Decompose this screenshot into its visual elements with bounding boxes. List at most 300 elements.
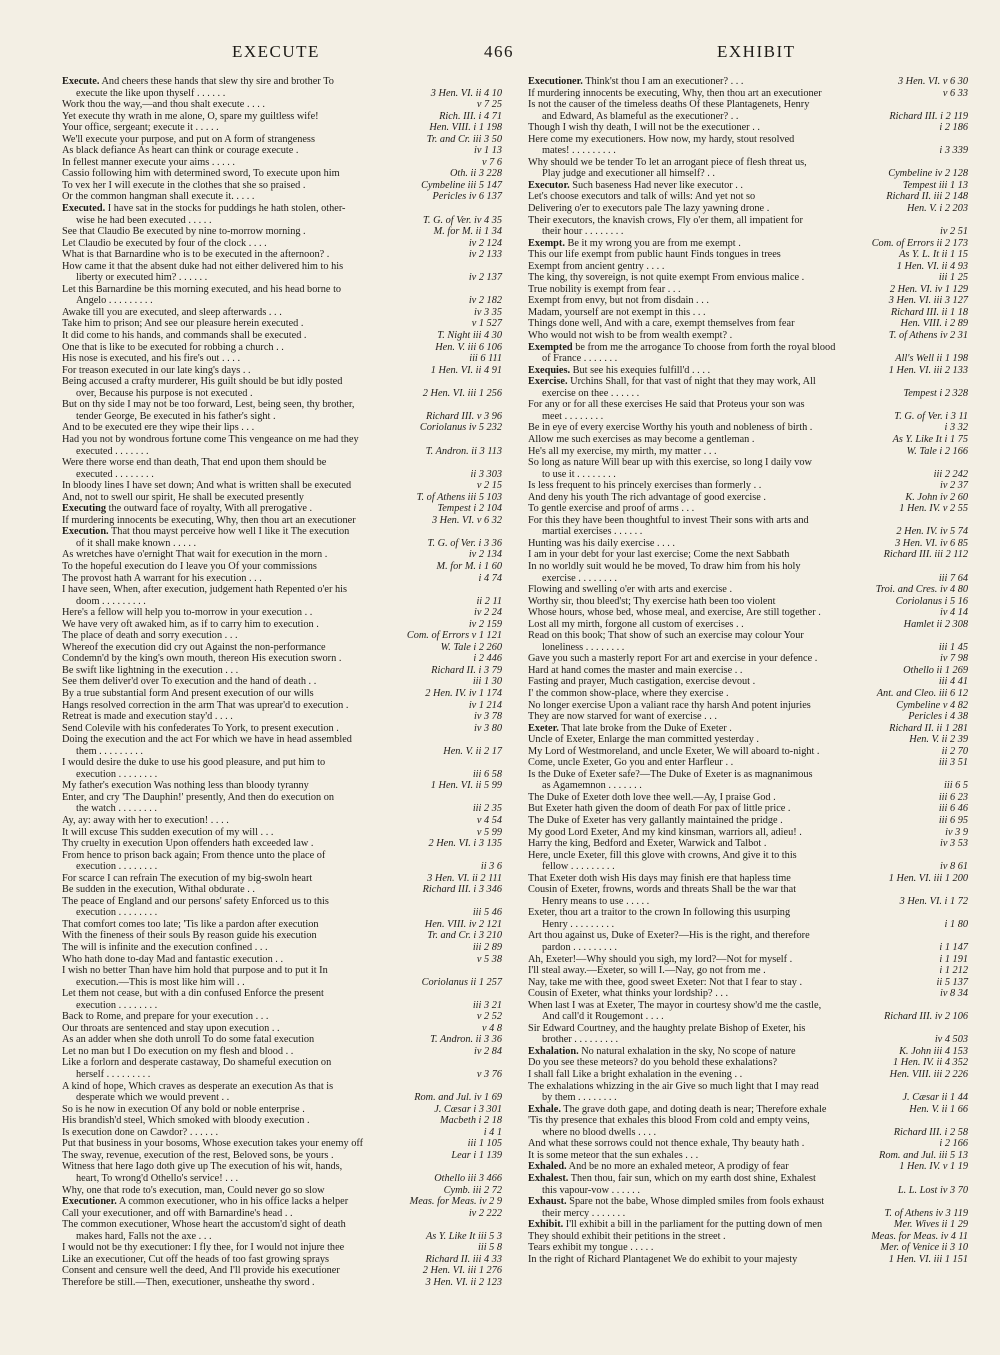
concordance-line (62, 307, 502, 319)
quotation-text: Do you see these meteors? do you behold these exhalations? (528, 1057, 778, 1069)
concordance-line (62, 850, 502, 862)
quotation-text: execution . . . . . . . . (76, 907, 158, 919)
concordance-line-text (62, 145, 502, 157)
quotation-text: It did come to his hands, and commands shall be executed . (62, 330, 307, 342)
play-reference: Tempest iii 1 13 (900, 180, 968, 192)
concordance-line-text (542, 642, 968, 654)
quotation-text: as Agamemnon . . . . . . . (542, 780, 642, 792)
concordance-line (62, 1161, 502, 1173)
quotation-text: If murdering innocents be executing, Why, then thou art an executioner (62, 514, 356, 526)
headword: Execute. (62, 76, 100, 87)
play-reference: Othello ii 1 269 (900, 665, 968, 677)
concordance-line-text (62, 1208, 502, 1220)
quotation-text: Henry means to use . . . . . (542, 895, 650, 907)
concordance-line (62, 422, 502, 434)
quotation-text: Be it my wrong you are from me exempt . (567, 237, 741, 249)
concordance-line (62, 1011, 502, 1023)
concordance-line (62, 446, 502, 458)
quotation-text: So long as nature Will bear up with this exercise, so long I daily vow (528, 457, 812, 469)
quotation-text: To vex her I will execute in the clothes that she so praised . (62, 179, 306, 191)
concordance-line-text (528, 630, 968, 642)
quotation-text: But see his exequies fulfill'd . . . . (572, 364, 711, 376)
play-reference: Tr. and Cr. i 3 210 (424, 930, 502, 942)
quotation-text: Art thou against us, Duke of Exeter?—His is the right, and therefore (528, 930, 810, 942)
concordance-line-text (76, 769, 502, 781)
concordance-line (528, 238, 968, 250)
concordance-line (62, 157, 502, 169)
concordance-line (62, 549, 502, 561)
concordance-line (528, 422, 968, 434)
play-reference: iv 7 98 (937, 653, 968, 665)
quotation-text: Though I wish thy death, I will not be the executioner . . (528, 122, 760, 134)
concordance-line (528, 1173, 968, 1185)
concordance-line (528, 480, 968, 492)
concordance-line-text (76, 803, 502, 815)
concordance-line (528, 676, 968, 688)
quotation-text: The sway, revenue, execution of the rest, Beloved sons, be yours . (62, 1149, 334, 1161)
concordance-line (528, 573, 968, 585)
quotation-text: No longer exercise Upon a valiant race thy harsh And potent injuries (528, 699, 811, 711)
quotation-text: And cheers these hands that slew thy sire and brother To (101, 76, 334, 87)
concordance-line (528, 157, 968, 169)
play-reference: 3 Hen. VI. ii 2 123 (423, 1277, 502, 1289)
concordance-line (62, 411, 502, 423)
play-reference: 1 Hen. VI. ii 5 99 (428, 780, 502, 792)
quotation-text: meet . . . . . . . . (542, 410, 604, 422)
concordance-line-text (62, 249, 502, 261)
concordance-line (528, 1104, 968, 1116)
concordance-line-text (62, 203, 502, 215)
concordance-line (528, 930, 968, 942)
concordance-line (62, 1242, 502, 1254)
quotation-text: And to be executed ere they wipe their lips . . . (62, 422, 255, 434)
play-reference: iii 1 105 (465, 1138, 502, 1150)
quotation-text: It will excuse This sudden execution of my will . . . (62, 826, 274, 838)
concordance-line (528, 734, 968, 746)
concordance-line-text (542, 226, 968, 238)
concordance-line (62, 757, 502, 769)
quotation-text: Like an executioner, Cut off the heads of too fast growing sprays (62, 1253, 330, 1265)
quotation-text: Exempt from ancient gentry . . . . (528, 260, 665, 272)
play-reference: iii 5 46 (470, 907, 502, 919)
concordance-line (528, 861, 968, 873)
quotation-text: In bloody lines I have set down; And what is written shall be executed (62, 480, 352, 492)
concordance-line (62, 838, 502, 850)
play-reference: 3 Hen. VI. iv 6 85 (892, 538, 968, 550)
concordance-line (62, 630, 502, 642)
concordance-line-text (528, 446, 968, 458)
play-reference: Meas. for Meas. iv 4 11 (868, 1231, 968, 1243)
play-reference: Coriolanus iv 5 232 (417, 422, 502, 434)
concordance-line-text (542, 942, 968, 954)
quotation-text: exercise . . . . . . . . (542, 572, 617, 584)
play-reference: i 3 32 (942, 422, 968, 434)
quotation-text: the watch . . . . . . . . (76, 803, 157, 815)
quotation-text: Put that business in your bosoms, Whose execution takes your enemy off (62, 1138, 364, 1150)
headword: Exercise. (528, 376, 568, 388)
quotation-text: Angelo . . . . . . . . . (76, 295, 153, 307)
play-reference: ii 3 6 (478, 861, 502, 873)
play-reference: 1 Hen. VI. iii 1 151 (886, 1254, 968, 1266)
play-reference: i 1 191 (936, 954, 968, 966)
play-reference: Cymbeline iv 2 128 (885, 168, 968, 180)
concordance-line-text (542, 1034, 968, 1046)
concordance-line (528, 769, 968, 781)
play-reference: Richard III. i 3 346 (420, 884, 502, 896)
quotation-text: I shall fall Like a bright exhalation in the evening . . (528, 1069, 743, 1081)
play-reference: Coriolanus ii 1 257 (419, 977, 502, 989)
concordance-line-text (76, 907, 502, 919)
concordance-line-text (62, 653, 502, 665)
play-reference: Richard II. i 3 79 (428, 665, 502, 677)
concordance-line-text (528, 1081, 968, 1093)
play-reference: iv 2 124 (466, 238, 502, 250)
concordance-line-text (528, 1104, 968, 1116)
concordance-line (528, 261, 968, 273)
quotation-text: For this they have been thoughtful to invest Their sons with arts and (528, 514, 809, 526)
quotation-text: Madam, yourself are not exempt in this . . . (528, 306, 706, 318)
concordance-line (62, 746, 502, 758)
concordance-line (528, 492, 968, 504)
quotation-text: by them . . . . . . . . (542, 1092, 617, 1104)
play-reference: iv 1 13 (471, 145, 502, 157)
concordance-line-text (528, 746, 968, 758)
quotation-text: Tears exhibit my tongue . . . . . (528, 1242, 654, 1254)
concordance-line (528, 907, 968, 919)
play-reference: Cymbeline v 4 82 (893, 700, 968, 712)
concordance-line-text (62, 284, 502, 296)
play-reference: T. G. of Ver. i 3 11 (891, 411, 968, 423)
concordance-line (528, 249, 968, 261)
concordance-line (62, 769, 502, 781)
play-reference: iv 2 24 (471, 607, 502, 619)
concordance-line-text (62, 1138, 502, 1150)
concordance-line (62, 954, 502, 966)
play-reference: As Y. L. It ii 1 15 (896, 249, 968, 261)
quotation-text: Be sudden in the execution, Withal obdurate . . (62, 884, 255, 896)
quotation-text: The provost hath A warrant for his execution . . . (62, 572, 262, 584)
concordance-line-text (62, 700, 502, 712)
play-reference: J. Cæsar i 3 301 (431, 1104, 502, 1116)
quotation-text: Let this Barnardine be this morning executed, and his head borne to (62, 283, 342, 295)
headword: Exhalest. (528, 1172, 569, 1184)
concordance-line (528, 203, 968, 215)
quotation-text: Or the common hangman shall execute it. . . . . (62, 191, 255, 203)
quotation-text: herself . . . . . . . . . (76, 1069, 151, 1081)
play-reference: T. Night iii 4 30 (434, 330, 502, 342)
concordance-line-text (62, 965, 502, 977)
concordance-line (62, 88, 502, 100)
concordance-line (62, 827, 502, 839)
concordance-line-text (528, 1138, 968, 1150)
concordance-line-text (62, 584, 502, 596)
concordance-line (528, 526, 968, 538)
play-reference: 1 Hen. IV. ii 4 352 (890, 1057, 968, 1069)
quotation-text: their mercy . . . . . . . (542, 1207, 626, 1219)
play-reference: iii 2 242 (931, 469, 968, 481)
quotation-text: Yet execute thy wrath in me alone, O, spare my guiltless wife! (62, 110, 319, 122)
concordance-line (62, 376, 502, 388)
concordance-line (528, 411, 968, 423)
concordance-line-text (528, 272, 968, 284)
quotation-text: Why, one that rode to's execution, man, Could never go so slow (62, 1184, 325, 1196)
quotation-text: The will is infinite and the execution confined . . . (62, 942, 268, 954)
concordance-line (62, 965, 502, 977)
concordance-line (528, 1150, 968, 1162)
play-reference: 2 Hen. VI. iii 1 276 (420, 1265, 502, 1277)
play-reference: ii 2 11 (473, 596, 502, 608)
concordance-line (62, 861, 502, 873)
concordance-line-text (528, 157, 968, 169)
header-left-guide-word: EXECUTE (232, 42, 320, 61)
quotation-text: In fellest manner execute your aims . . . . . (62, 156, 235, 168)
quotation-text: Come, uncle Exeter, Go you and enter Harfleur . . (528, 757, 734, 769)
play-reference: Rom. and Jul. iv 1 69 (411, 1092, 502, 1104)
concordance-line-text (528, 1115, 968, 1127)
quotation-text: The exhalations whizzing in the air Give so much light that I may read (528, 1080, 819, 1092)
quotation-text: But Exeter hath given the doom of death For pax of little price . (528, 803, 791, 815)
concordance-line (528, 827, 968, 839)
concordance-line-text (62, 1081, 502, 1093)
quotation-text: doom . . . . . . . . . (76, 595, 146, 607)
quotation-text: execution.—This is most like him will . . (76, 976, 245, 988)
concordance-line (62, 653, 502, 665)
play-reference: L. L. Lost iv 3 70 (895, 1185, 968, 1197)
play-reference: Tempest i 2 104 (434, 503, 502, 515)
play-reference: 2 Hen. VI. iv 1 129 (887, 284, 968, 296)
quotation-text: Call your executioner, and off with Barnardine's head . . (62, 1207, 293, 1219)
quotation-text: And what these sorrows could not thence exhale, Thy beauty hath . (528, 1138, 805, 1150)
concordance-line (528, 711, 968, 723)
concordance-line (528, 584, 968, 596)
quotation-text: Let no man but I Do execution on my flesh and blood . . (62, 1045, 294, 1057)
concordance-line-text (528, 977, 968, 989)
concordance-line (528, 815, 968, 827)
concordance-line (62, 619, 502, 631)
quotation-text: Hangs resolved correction in the arm That was uprear'd to execution . (62, 699, 349, 711)
concordance-line (528, 1057, 968, 1069)
play-reference: iv 2 84 (471, 1046, 502, 1058)
concordance-line (528, 896, 968, 908)
quotation-text: For scarce I can refrain The execution of my big-swoln heart (62, 872, 313, 884)
concordance-line-text (76, 596, 502, 608)
quotation-text: If murdering innocents be executing, Why, then thou art an executioner (528, 87, 822, 99)
concordance-line-text (528, 1023, 968, 1035)
concordance-line (62, 573, 502, 585)
quotation-text: desperate which we would prevent . . (76, 1092, 230, 1104)
quotation-text: Read on this book; That show of such an exercise may colour Your (528, 630, 804, 642)
concordance-line-text (528, 965, 968, 977)
quotation-text: Cousin of Exeter, frowns, words and threats Shall be the war that (528, 884, 797, 896)
concordance-line (62, 1185, 502, 1197)
play-reference: M. for M. ii 1 34 (431, 226, 502, 238)
quotation-text: Worthy sir, thou bleed'st; Thy exercise hath been too violent (528, 595, 776, 607)
concordance-line (528, 954, 968, 966)
play-reference: ii 5 137 (934, 977, 968, 989)
play-reference: iv 8 61 (937, 861, 968, 873)
quotation-text: Sir Edward Courtney, and the haughty prelate Bishop of Exeter, his (528, 1022, 806, 1034)
concordance-line (62, 665, 502, 677)
concordance-line (528, 1196, 968, 1208)
concordance-line (62, 1208, 502, 1220)
concordance-line-text (528, 134, 968, 146)
concordance-line-text (528, 122, 968, 134)
quotation-text: What is that Barnardine who is to be executed in the afternoon? . (62, 249, 330, 261)
quotation-text: The grave doth gape, and doting death is near; Therefore exhale (563, 1103, 827, 1115)
concordance-line (528, 919, 968, 931)
quotation-text: Delivering o'er to executors pale The lazy yawning drone . (528, 203, 770, 215)
play-reference: v 4 54 (474, 815, 502, 827)
concordance-line (62, 111, 502, 123)
headword: Executioner. (62, 1196, 117, 1208)
concordance-line-text (528, 757, 968, 769)
concordance-line-text (62, 157, 502, 169)
quotation-text: Is execution done on Cawdor? . . . . . . (62, 1126, 219, 1138)
play-reference: Richard II. ii 1 281 (886, 723, 968, 735)
quotation-text: executed . . . . . . . . (76, 468, 154, 480)
play-reference: T. G. of Ver. iv 4 35 (420, 215, 502, 227)
quotation-text: Gave you such a masterly report For art and exercise in your defence . (528, 653, 818, 665)
quotation-text: No natural exhalation in the sky, No scope of nature (581, 1045, 796, 1057)
concordance-line (62, 734, 502, 746)
concordance-line (62, 815, 502, 827)
concordance-line-text (542, 469, 968, 481)
play-reference: Cymbeline iii 5 147 (418, 180, 502, 192)
quotation-text: them . . . . . . . . . (76, 745, 143, 757)
concordance-line-text (528, 342, 968, 354)
quotation-text: Is the Duke of Exeter safe?—The Duke of Exeter is as magnanimous (528, 768, 813, 780)
concordance-line (62, 145, 502, 157)
play-reference: Ant. and Cleo. iii 6 12 (874, 688, 968, 700)
quotation-text: Witness that here Iago doth give up The execution of his wit, hands, (62, 1161, 343, 1173)
quotation-text: Things done well, And with a care, exempt themselves from fear (528, 318, 795, 330)
concordance-line-text (528, 215, 968, 227)
concordance-line (528, 503, 968, 515)
quotation-text: To the hopeful execution do I leave you Of your commissions (62, 560, 317, 572)
quotation-text: Had you not by wondrous fortune come This vengeance on me had they (62, 433, 359, 445)
concordance-line-text (62, 734, 502, 746)
concordance-line-text (528, 99, 968, 111)
headword: Executed. (62, 203, 106, 215)
concordance-line-text (542, 919, 968, 931)
quotation-text: This our life exempt from public haunt Finds tongues in trees (528, 249, 781, 261)
quotation-text: Therefore be still.—Then, executioner, unsheathe thy sword . (62, 1276, 315, 1288)
play-reference: 1 Hen. VI. iii 1 200 (886, 873, 968, 885)
concordance-line (528, 688, 968, 700)
concordance-line (528, 111, 968, 123)
concordance-line (62, 434, 502, 446)
quotation-text: Lost all my mirth, forgone all custom of exercises . . (528, 618, 744, 630)
concordance-line-text (62, 238, 502, 250)
concordance-line (528, 1069, 968, 1081)
concordance-line-text (528, 711, 968, 723)
quotation-text: Back to Rome, and prepare for your execution . . . (62, 1011, 269, 1023)
concordance-line-text (62, 261, 502, 273)
concordance-line (62, 780, 502, 792)
quotation-text: The king, thy sovereign, is not quite exempt From envious malice . (528, 272, 805, 284)
concordance-line (62, 203, 502, 215)
concordance-line-text (528, 422, 968, 434)
concordance-line-text (528, 480, 968, 492)
play-reference: iii 6 46 (936, 803, 968, 815)
concordance-line (62, 1115, 502, 1127)
concordance-line (62, 168, 502, 180)
headword: Exequies. (528, 364, 571, 376)
concordance-line-text (528, 376, 968, 388)
play-reference: iii 2 89 (470, 942, 502, 954)
concordance-line-text (528, 792, 968, 804)
quotation-text: As an adder when she doth unroll To do some fatal execution (62, 1034, 315, 1046)
concordance-line (528, 1231, 968, 1243)
quotation-text: I'll steal away.—Exeter, so will I.—Nay, go not from me . (528, 965, 766, 977)
concordance-line (62, 261, 502, 273)
concordance-line (528, 134, 968, 146)
play-reference: iii 7 64 (936, 573, 968, 585)
play-reference: iii 1 45 (936, 642, 968, 654)
quotation-text: The Duke of Exeter doth love thee well.—Ay, I praise God . (528, 791, 776, 803)
concordance-line (528, 1138, 968, 1150)
concordance-line (62, 353, 502, 365)
quotation-text: I am in your debt for your last exercise; Come the next Sabbath (528, 549, 790, 561)
quotation-text: As black defiance As heart can think or courage execute . (62, 145, 299, 157)
quotation-text: Exeter, thou art a traitor to the crown In following this usurping (528, 907, 791, 919)
quotation-text: execute the like upon thyself . . . . . . (76, 87, 226, 99)
concordance-line (528, 619, 968, 631)
quotation-text: Let Claudio be executed by four of the clock . . . . (62, 237, 267, 249)
concordance-line-text (528, 88, 968, 100)
play-reference: v 2 52 (474, 1011, 502, 1023)
concordance-line (62, 226, 502, 238)
concordance-line (528, 838, 968, 850)
concordance-line (62, 365, 502, 377)
play-reference: iv 3 53 (937, 838, 968, 850)
concordance-line (528, 1208, 968, 1220)
play-reference: Tr. and Cr. iii 3 50 (424, 134, 502, 146)
quotation-text: Enter, and cry 'The Dauphin!' presently, And then do execution on (62, 791, 334, 803)
concordance-line-text (62, 376, 502, 388)
concordance-line (528, 434, 968, 446)
concordance-line (528, 988, 968, 1000)
concordance-line (62, 388, 502, 400)
quotation-text: When last I was at Exeter, The mayor in courtesy show'd me the castle, (528, 999, 822, 1011)
concordance-line-text (528, 515, 968, 527)
headword: Exhibit. (528, 1219, 564, 1231)
concordance-line (62, 526, 502, 538)
concordance-line (62, 1057, 502, 1069)
quotation-text: I would not be thy executioner: I fly thee, for I would not injure thee (62, 1242, 345, 1254)
quotation-text: My father's execution Was nothing less than bloody tyranny (62, 780, 309, 792)
concordance-line (528, 803, 968, 815)
concordance-line-text (62, 1185, 502, 1197)
quotation-text: Your office, sergeant; execute it . . . . . (62, 122, 219, 134)
concordance-line (62, 1138, 502, 1150)
concordance-line (62, 561, 502, 573)
concordance-line (62, 1219, 502, 1231)
play-reference: Pericles i 4 38 (905, 711, 968, 723)
play-reference: Hen. V. ii 2 17 (440, 746, 502, 758)
concordance-line-text (62, 1219, 502, 1231)
quotation-text: and Edward, As blameful as the executioner? . . (542, 110, 739, 122)
play-reference: iv 4 503 (932, 1034, 968, 1046)
play-reference: iv 2 159 (466, 619, 502, 631)
quotation-text: tender George, Be executed in his father's sight . (76, 410, 276, 422)
quotation-text: That Exeter doth wish His days may finish ere that hapless time (528, 872, 791, 884)
play-reference: iv 2 134 (466, 549, 502, 561)
quotation-text: Why should we be tender To let an arrogant piece of flesh threat us, (528, 156, 807, 168)
concordance-line-text (62, 1127, 502, 1139)
play-reference: Com. of Errors v 1 121 (404, 630, 502, 642)
play-reference: Pericles iv 6 137 (430, 191, 502, 203)
